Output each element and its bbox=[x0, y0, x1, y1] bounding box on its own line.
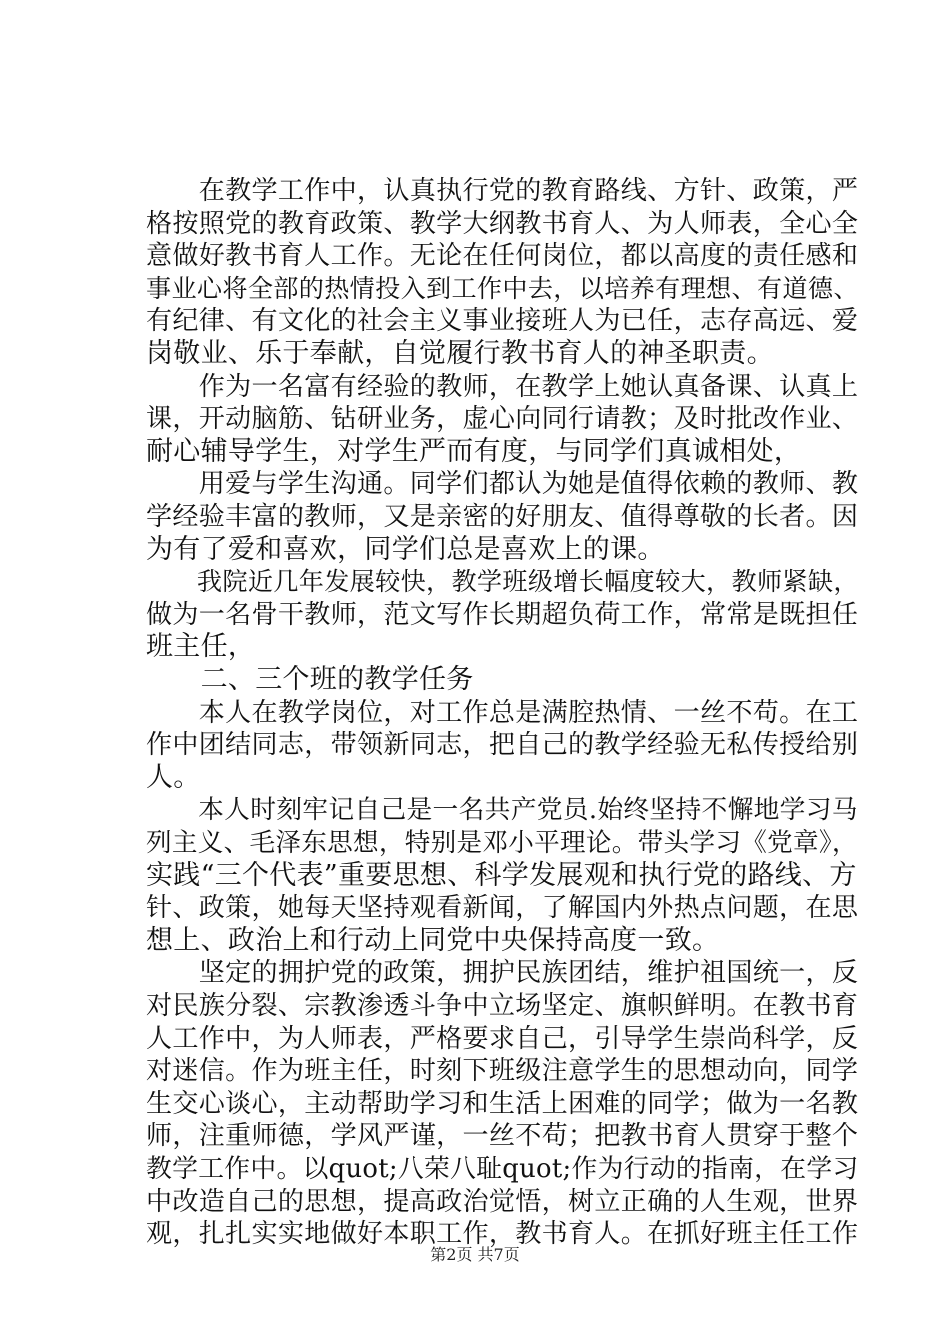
text-line: 我院近几年发展较快，教学班级增长幅度较大，教师紧缺， bbox=[146, 567, 859, 597]
text-line: 本人在教学岗位，对工作总是满腔热情、一丝不苟。在工 bbox=[146, 697, 859, 728]
text-line: 岗敬业、乐于奉献，自觉履行教书育人的神圣职责。 bbox=[146, 338, 774, 369]
text-line: 生交心谈心，主动帮助学习和生活上困难的同学；做为一名教 bbox=[146, 1088, 859, 1119]
text-line: 为有了爱和喜欢，同学们总是喜欢上的课。 bbox=[146, 533, 665, 565]
text-line: 学经验丰富的教师，又是亲密的好朋友、值得尊敬的长者。因 bbox=[146, 502, 859, 532]
text-line: 做为一名骨干教师，范文写作长期超负荷工作，常常是既担任 bbox=[146, 599, 859, 630]
text-line: 想上、政治上和行动上同党中央保持高度一致。 bbox=[146, 924, 720, 956]
text-line: 二、三个班的教学任务 bbox=[146, 664, 474, 695]
text-line: 作为一名富有经验的教师，在教学上她认真备课、认真上 bbox=[146, 371, 859, 402]
text-line: 有纪律、有文化的社会主义事业接班人为已任，志存高远、爱 bbox=[146, 306, 859, 337]
text-line: 意做好教书育人工作。无论在任何岗位，都以高度的责任感和 bbox=[146, 241, 859, 272]
text-line: 在教学工作中，认真执行党的教育路线、方针、政策，严 bbox=[146, 176, 859, 206]
text-line: 中改造自己的思想，提高政治觉悟，树立正确的人生观，世界 bbox=[146, 1186, 859, 1217]
text-line: 人。 bbox=[146, 761, 201, 793]
text-line: 格按照党的教育政策、教学大纲教书育人、为人师表，全心全 bbox=[146, 208, 859, 239]
text-line: 观，扎扎实实地做好本职工作，教书育人。在抓好班主任工作 bbox=[146, 1219, 859, 1250]
text-line: 对民族分裂、宗教渗透斗争中立场坚定、旗帜鲜明。在教书育 bbox=[146, 991, 859, 1021]
text-line: 列主义、毛泽东思想，特别是邓小平理论。带头学习《党章》， bbox=[146, 828, 858, 858]
text-line: 用爱与学生沟通。同学们都认为她是值得依赖的教师、教 bbox=[146, 469, 859, 500]
text-line: 耐心辅导学生，对学生严而有度，与同学们真诚相处， bbox=[146, 435, 802, 467]
text-line: 师，注重师德，学风严谨，一丝不苟；把教书育人贯穿于整个 bbox=[146, 1121, 859, 1152]
text-line: 人工作中，为人师表，严格要求自己，引导学生崇尚科学，反 bbox=[146, 1023, 859, 1054]
text-line: 实践“三个代表”重要思想、科学发展观和执行党的路线、方 bbox=[146, 859, 857, 891]
text-line: 坚定的拥护党的政策，拥护民族团结，维护祖国统一，反 bbox=[146, 958, 859, 989]
text-line: 课，开动脑筋、钻研业务，虚心向同行请教；及时批改作业、 bbox=[146, 404, 859, 435]
text-line: 作中团结同志，带领新同志，把自己的教学经验无私传授给别 bbox=[146, 730, 859, 761]
text-line: 针、政策，她每天坚持观看新闻，了解国内外热点问题，在思 bbox=[146, 893, 859, 924]
text-line: 对迷信。作为班主任，时刻下班级注意学生的思想动向，同学 bbox=[146, 1056, 859, 1087]
text-line: 教学工作中。以quot;八荣八耻quot;作为行动的指南，在学习 bbox=[146, 1154, 859, 1184]
text-line: 事业心将全部的热情投入到工作中去，以培养有理想、有道德、 bbox=[146, 273, 859, 303]
text-line: 本人时刻牢记自己是一名共产党员.始终坚持不懈地学习马 bbox=[146, 795, 858, 826]
page-footer: 第2页 共7页 bbox=[430, 1245, 520, 1264]
text-line: 班主任， bbox=[146, 631, 256, 663]
